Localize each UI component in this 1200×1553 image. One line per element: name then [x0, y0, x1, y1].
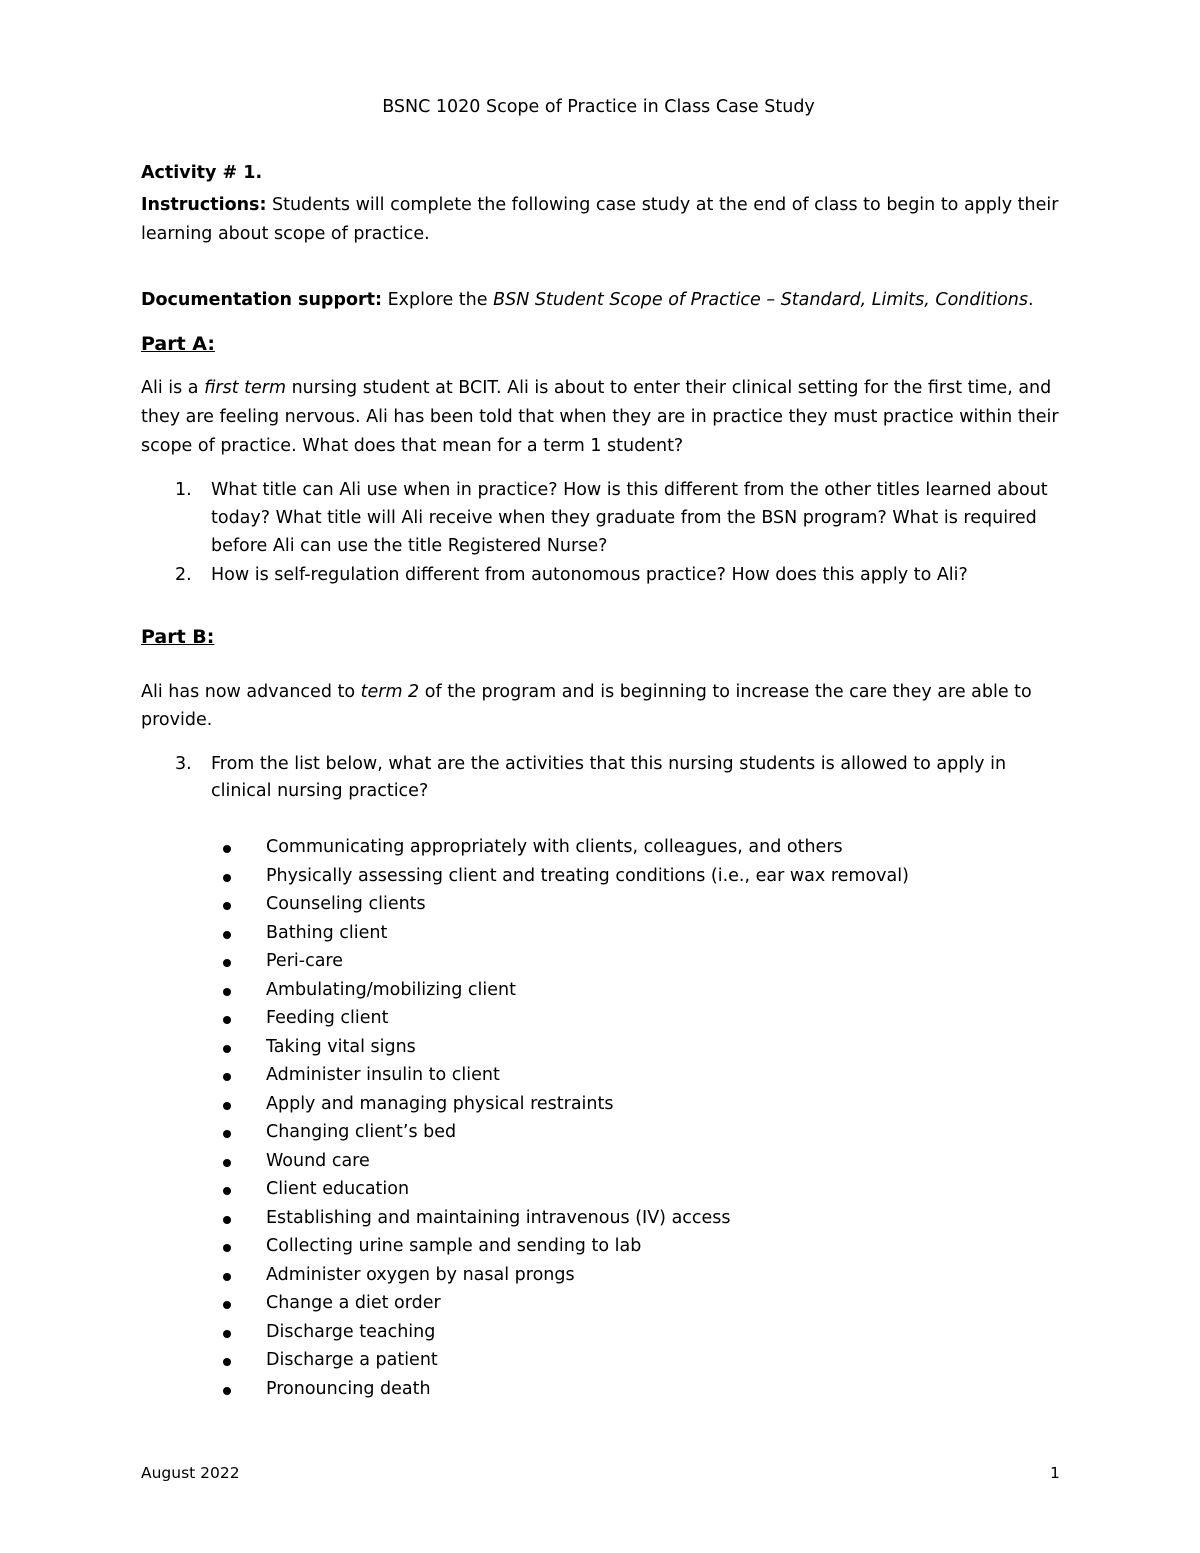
activity-item: Ambulating/mobilizing client	[266, 979, 516, 1000]
part-b-p1-a: Ali has now advanced to	[141, 682, 361, 702]
bullet-icon	[223, 1387, 231, 1395]
activity-item: Client education	[266, 1179, 410, 1199]
question-number: 2.	[175, 565, 192, 585]
bullet-icon	[223, 1358, 231, 1366]
bullet-icon	[223, 1244, 231, 1252]
bullet-icon	[223, 1102, 231, 1110]
question-line: clinical nursing practice?	[211, 781, 429, 801]
activity-item: Changing client’s bed	[266, 1122, 457, 1142]
activity-item: Collecting urine sample and sending to lab	[266, 1236, 642, 1256]
bullet-icon	[223, 959, 231, 967]
part-a-p1-a: Ali is a	[141, 378, 205, 398]
question-line: today? What title will Ali receive when they graduate from the BSN program? What is required	[211, 508, 1037, 528]
instructions-text-line-2: learning about scope of practice.	[141, 224, 430, 244]
bullet-icon	[223, 1273, 231, 1281]
bullet-icon	[223, 1216, 231, 1224]
doc-support-post: .	[1028, 290, 1034, 310]
activity-item: Change a diet order	[266, 1293, 441, 1313]
doc-support-reference: BSN Student Scope of Practice – Standard, Limits, Conditions	[493, 290, 1028, 310]
activity-item: Taking vital signs	[266, 1036, 416, 1057]
question-line: What title can Ali use when in practice? How is this different from the other titles learned about	[211, 480, 1048, 500]
activity-item: Peri-care	[266, 951, 343, 971]
part-a-paragraph-line-3: scope of practice. What does that mean for a term 1 student?	[141, 436, 684, 456]
activity-item: Apply and managing physical restraints	[266, 1093, 614, 1114]
question-number: 3.	[175, 754, 192, 774]
part-b-p1-b: of the program and is beginning to increase the care they are able to	[419, 682, 1032, 702]
activity-item: Discharge a patient	[266, 1350, 438, 1370]
bullet-icon	[223, 931, 231, 939]
part-b-heading: Part B:	[141, 626, 215, 648]
bullet-icon	[223, 1130, 231, 1138]
bullet-icon	[223, 902, 231, 910]
instructions-text: Students will complete the following case study at the end of class to begin to apply their	[266, 195, 1059, 215]
bullet-icon	[223, 1073, 231, 1081]
bullet-icon	[223, 1301, 231, 1309]
question-line: From the list below, what are the activities that this nursing students is allowed to apply in	[211, 754, 1007, 774]
bullet-icon	[223, 1187, 231, 1195]
activity-item: Pronouncing death	[266, 1378, 431, 1399]
part-b-paragraph-line-1	[141, 682, 1032, 702]
activity-item: Bathing client	[266, 922, 388, 943]
activity-item: Discharge teaching	[266, 1321, 436, 1342]
doc-support-label: Documentation support:	[141, 290, 383, 310]
bullet-icon	[223, 1045, 231, 1053]
part-a-paragraph-line-2: they are feeling nervous. Ali has been told that when they are in practice they must practice within their	[141, 407, 1059, 427]
question-line: before Ali can use the title Registered Nurse?	[211, 536, 608, 556]
activity-item: Administer oxygen by nasal prongs	[266, 1264, 575, 1285]
part-b-p1-italic: term 2	[360, 682, 420, 702]
part-b-paragraph-line-2: provide.	[141, 710, 213, 730]
activity-item: Feeding client	[266, 1008, 389, 1028]
part-a-p1-b: nursing student at BCIT. Ali is about to enter their clinical setting for the first time, and	[286, 378, 1052, 398]
bullet-icon	[223, 1016, 231, 1024]
document-title: BSNC 1020 Scope of Practice in Class Case Study	[382, 97, 815, 117]
activity-item: Communicating appropriately with clients, colleagues, and others	[266, 837, 843, 857]
question-line: How is self-regulation different from autonomous practice? How does this apply to Ali?	[211, 565, 968, 585]
instructions-paragraph	[141, 195, 1058, 215]
bullet-icon	[223, 988, 231, 996]
doc-support-pre: Explore the	[382, 290, 494, 310]
activity-item: Counseling clients	[266, 894, 426, 914]
bullet-icon	[223, 1159, 231, 1167]
documentation-support	[141, 290, 1034, 310]
bullet-icon	[223, 1330, 231, 1338]
activity-item: Administer insulin to client	[266, 1065, 500, 1085]
part-a-heading: Part A:	[141, 333, 215, 355]
activity-heading: Activity # 1.	[141, 163, 263, 183]
bullet-icon	[223, 845, 231, 853]
footer-page-number: 1	[1050, 1464, 1060, 1482]
question-number: 1.	[175, 480, 192, 500]
activity-item: Wound care	[266, 1150, 370, 1171]
part-a-p1-italic: first term	[204, 378, 287, 398]
bullet-icon	[223, 874, 231, 882]
activity-item: Establishing and maintaining intravenous (IV) access	[266, 1207, 731, 1228]
activity-item: Physically assessing client and treating conditions (i.e., ear wax removal)	[266, 865, 909, 886]
instructions-label: Instructions:	[141, 195, 267, 215]
footer-date: August 2022	[141, 1464, 240, 1482]
part-a-paragraph-line-1	[141, 378, 1051, 398]
